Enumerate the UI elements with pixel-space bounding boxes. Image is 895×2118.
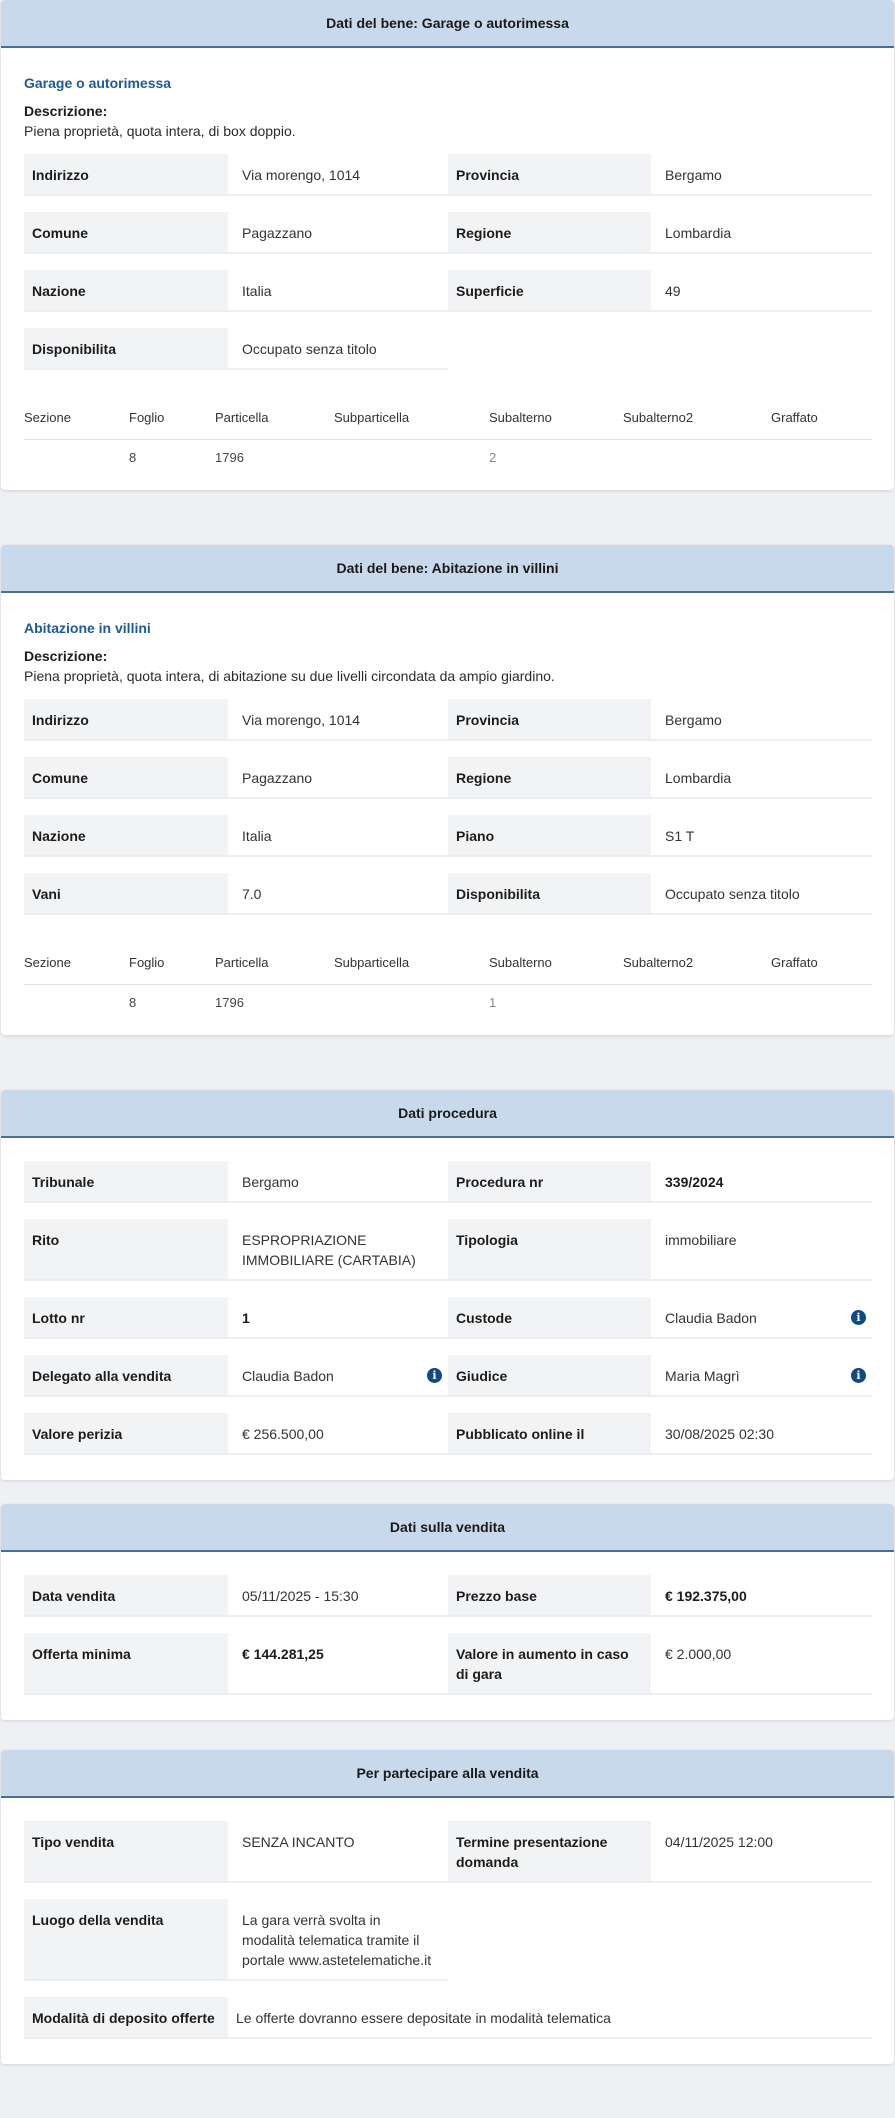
field-row <box>24 1161 872 1203</box>
field-row <box>24 699 872 741</box>
label-comune: Comune <box>24 757 228 799</box>
cadastral-cell: 8 <box>129 450 137 465</box>
cadastral-cell <box>334 995 489 1010</box>
value-text: Bergamo <box>665 167 722 183</box>
label-procedura-nr: Procedura nr <box>448 1161 651 1203</box>
value-nazione <box>228 815 448 857</box>
field-row <box>24 328 872 370</box>
value-giudice <box>651 1355 872 1397</box>
value-text: Pagazzano <box>242 225 313 241</box>
value-text: € 192.375,00 <box>665 1588 747 1604</box>
card-title: Dati procedura <box>1 1090 894 1138</box>
cadastral-header-cell: Sezione <box>24 955 71 970</box>
label-tipo-vendita: Tipo vendita <box>24 1821 228 1883</box>
description-text: Piena proprietà, quota intera, di box doppio. <box>24 123 296 139</box>
value-text: Maria Magrì <box>665 1368 740 1384</box>
cadastral-header-row <box>24 410 872 440</box>
label-piano: Piano <box>448 815 651 857</box>
label-custode: Custode <box>448 1297 651 1339</box>
label-valore-in-aumento-in-caso-di-gara: Valore in aumento in caso di gara <box>448 1633 651 1695</box>
cadastral-cell <box>623 450 771 465</box>
value-superficie <box>651 270 872 312</box>
card-body <box>1 593 894 1035</box>
cadastral-table <box>24 955 872 1010</box>
cadastral-cell: 2 <box>489 450 497 465</box>
value-text: € 256.500,00 <box>242 1426 324 1442</box>
cadastral-header-cell: Particella <box>215 410 269 425</box>
card-title: Per partecipare alla vendita <box>1 1750 894 1798</box>
value-text: 339/2024 <box>665 1174 724 1190</box>
label-valore-perizia: Valore perizia <box>24 1413 228 1455</box>
card-body <box>1 48 894 490</box>
value-prezzo-base <box>651 1575 872 1617</box>
label-nazione: Nazione <box>24 815 228 857</box>
value-modalit-di-deposito-offerte <box>228 1997 872 2039</box>
card-title: Dati del bene: Garage o autorimessa <box>1 0 894 48</box>
label-disponibilita: Disponibilita <box>448 873 651 915</box>
card-title: Dati sulla vendita <box>1 1504 894 1552</box>
cadastral-header-cell: Subparticella <box>334 955 410 970</box>
label-tribunale: Tribunale <box>24 1161 228 1203</box>
field-row <box>24 873 872 915</box>
card-dati-procedura <box>1 1090 894 1480</box>
value-disponibilita <box>651 873 872 915</box>
value-valore-perizia <box>228 1413 448 1455</box>
label-rito: Rito <box>24 1219 228 1281</box>
value-text: Lombardia <box>665 770 732 786</box>
cadastral-cell <box>24 995 129 1010</box>
value-text: 30/08/2025 02:30 <box>665 1426 774 1442</box>
asset-subtitle: Garage o autorimessa <box>24 75 172 91</box>
card-body <box>1 1798 894 2064</box>
label-modalit-di-deposito-offerte: Modalità di deposito offerte <box>24 1997 228 2039</box>
value-disponibilita <box>228 328 448 370</box>
value-data-vendita <box>228 1575 448 1617</box>
field-row <box>24 1575 872 1617</box>
value-indirizzo <box>228 699 448 741</box>
value-text: Italia <box>242 828 272 844</box>
value-delegato-alla-vendita <box>228 1355 448 1397</box>
value-vani <box>228 873 448 915</box>
field-row <box>24 1821 872 1883</box>
field-row <box>24 1219 872 1281</box>
card-partecipare <box>1 1750 894 2064</box>
value-text: Claudia Badon <box>665 1310 757 1326</box>
cadastral-header-cell: Subparticella <box>334 410 410 425</box>
label-regione: Regione <box>448 757 651 799</box>
field-row <box>24 1997 872 2039</box>
value-text: 49 <box>665 283 681 299</box>
value-text: Bergamo <box>665 712 722 728</box>
field-row <box>24 1355 872 1397</box>
field-row <box>24 270 872 312</box>
value-text: € 144.281,25 <box>242 1646 324 1662</box>
cadastral-row <box>24 440 872 465</box>
card-body <box>1 1138 894 1480</box>
card-garage <box>1 0 894 490</box>
cadastral-cell: 1796 <box>215 450 244 465</box>
value-valore-in-aumento-in-caso-di-gara <box>651 1633 872 1695</box>
value-text: Via morengo, 1014 <box>242 712 361 728</box>
value-pubblicato-online-il <box>651 1413 872 1455</box>
label-regione: Regione <box>448 212 651 254</box>
value-provincia <box>651 699 872 741</box>
card-body <box>1 1552 894 1720</box>
card-title: Dati del bene: Abitazione in villini <box>1 545 894 593</box>
label-giudice: Giudice <box>448 1355 651 1397</box>
cadastral-cell <box>334 450 489 465</box>
card-abitazione <box>1 545 894 1035</box>
description-label: Descrizione: <box>24 648 108 664</box>
label-data-vendita: Data vendita <box>24 1575 228 1617</box>
value-rito <box>228 1219 448 1281</box>
value-text: Italia <box>242 283 272 299</box>
field-row <box>24 757 872 799</box>
cadastral-cell <box>24 450 129 465</box>
value-tipo-vendita <box>228 1821 448 1883</box>
value-offerta-minima <box>228 1633 448 1695</box>
cadastral-header-cell: Graffato <box>771 955 818 970</box>
cadastral-cell <box>623 995 771 1010</box>
label-indirizzo: Indirizzo <box>24 699 228 741</box>
cadastral-header-cell: Sezione <box>24 410 71 425</box>
field-row <box>24 1297 872 1339</box>
cadastral-cell: 1 <box>489 995 497 1010</box>
cadastral-header-row <box>24 955 872 985</box>
label-nazione: Nazione <box>24 270 228 312</box>
value-custode <box>651 1297 872 1339</box>
field-row <box>24 154 872 196</box>
label-delegato-alla-vendita: Delegato alla vendita <box>24 1355 228 1397</box>
cadastral-header-cell: Graffato <box>771 410 818 425</box>
cadastral-header-cell: Subalterno2 <box>623 955 694 970</box>
value-comune <box>228 757 448 799</box>
label-prezzo-base: Prezzo base <box>448 1575 651 1617</box>
label-indirizzo: Indirizzo <box>24 154 228 196</box>
value-provincia <box>651 154 872 196</box>
info-icon[interactable]: i <box>427 1368 442 1383</box>
label-comune: Comune <box>24 212 228 254</box>
info-icon[interactable]: i <box>851 1368 866 1383</box>
value-text: 1 <box>242 1310 250 1326</box>
value-luogo-della-vendita <box>228 1899 448 1981</box>
field-row <box>24 1633 872 1695</box>
field-row <box>24 212 872 254</box>
value-regione <box>651 212 872 254</box>
label-offerta-minima: Offerta minima <box>24 1633 228 1695</box>
value-comune <box>228 212 448 254</box>
field-row <box>24 1899 872 1981</box>
value-text: Le offerte dovranno essere depositate in modalità telematica <box>236 2010 611 2026</box>
value-text: Via morengo, 1014 <box>242 167 361 183</box>
asset-subtitle: Abitazione in villini <box>24 620 151 636</box>
label-luogo-della-vendita: Luogo della vendita <box>24 1899 228 1981</box>
cadastral-cell <box>771 450 872 465</box>
value-text: Occupato senza titolo <box>242 341 377 357</box>
label-superficie: Superficie <box>448 270 651 312</box>
label-lotto-nr: Lotto nr <box>24 1297 228 1339</box>
value-text: ESPROPRIAZIONE IMMOBILIARE (CARTABIA) <box>242 1232 416 1268</box>
cadastral-header-cell: Subalterno2 <box>623 410 694 425</box>
field-row <box>24 815 872 857</box>
value-procedura-nr <box>651 1161 872 1203</box>
value-text: Bergamo <box>242 1174 299 1190</box>
cadastral-header-cell: Subalterno <box>489 410 552 425</box>
cadastral-header-cell: Foglio <box>129 955 165 970</box>
cadastral-row <box>24 985 872 1010</box>
value-text: € 2.000,00 <box>665 1646 732 1662</box>
field-row <box>24 1413 872 1455</box>
value-tribunale <box>228 1161 448 1203</box>
description-label: Descrizione: <box>24 103 108 119</box>
value-text: Pagazzano <box>242 770 313 786</box>
label-provincia: Provincia <box>448 699 651 741</box>
value-text: 04/11/2025 12:00 <box>665 1834 773 1850</box>
label-provincia: Provincia <box>448 154 651 196</box>
cadastral-header-cell: Subalterno <box>489 955 552 970</box>
label-disponibilita: Disponibilita <box>24 328 228 370</box>
value-text: S1 T <box>665 828 695 844</box>
value-indirizzo <box>228 154 448 196</box>
value-text: 05/11/2025 - 15:30 <box>242 1588 359 1604</box>
value-lotto-nr <box>228 1297 448 1339</box>
value-termine-presentazione-domanda <box>651 1821 872 1883</box>
cadastral-cell: 1796 <box>215 995 244 1010</box>
value-nazione <box>228 270 448 312</box>
label-vani: Vani <box>24 873 228 915</box>
card-dati-vendita <box>1 1504 894 1720</box>
cadastral-cell: 8 <box>129 995 137 1010</box>
cadastral-header-cell: Foglio <box>129 410 165 425</box>
value-text: immobiliare <box>665 1232 737 1248</box>
description-text: Piena proprietà, quota intera, di abitazione su due livelli circondata da ampio giardino. <box>24 668 555 684</box>
label-termine-presentazione-domanda: Termine presentazione domanda <box>448 1821 651 1883</box>
cadastral-table <box>24 410 872 465</box>
cadastral-header-cell: Particella <box>215 955 269 970</box>
info-icon[interactable]: i <box>851 1310 866 1325</box>
label-tipologia: Tipologia <box>448 1219 651 1281</box>
value-text: Occupato senza titolo <box>665 886 800 902</box>
label-pubblicato-online-il: Pubblicato online il <box>448 1413 651 1455</box>
value-piano <box>651 815 872 857</box>
value-tipologia <box>651 1219 872 1281</box>
value-regione <box>651 757 872 799</box>
value-text: Claudia Badon <box>242 1368 334 1384</box>
cadastral-cell <box>771 995 872 1010</box>
value-text: Lombardia <box>665 225 732 241</box>
value-text: 7.0 <box>242 886 262 902</box>
value-text: La gara verrà svolta in modalità telematica tramite il portale www.astetelematiche.it <box>242 1912 432 1968</box>
value-text: SENZA INCANTO <box>242 1834 355 1850</box>
